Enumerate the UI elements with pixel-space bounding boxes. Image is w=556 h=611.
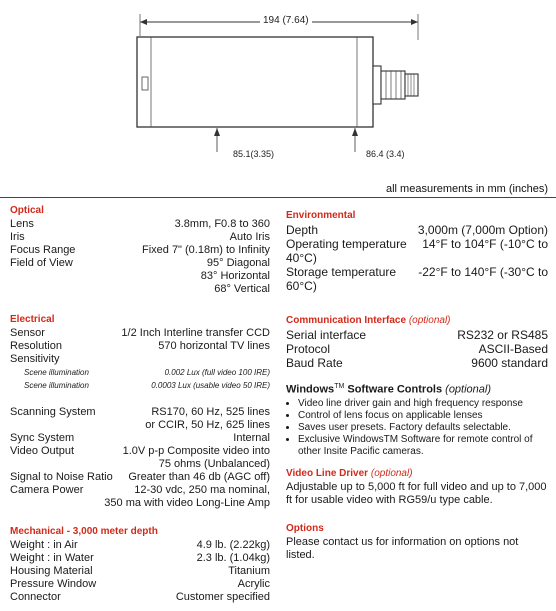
spec-value-continued: or CCIR, 50 Hz, 625 lines: [145, 419, 270, 431]
video-line-driver-text: Adjustable up to 5,000 ft for full video and up to 7,000 ft for usable video with RG59/u type cable.: [286, 480, 547, 506]
spec-row-depth: [286, 223, 548, 237]
spec-label: Storage temperature: [286, 265, 397, 279]
spec-value-continued: 350 ma with video Long-Line Amp: [104, 497, 270, 509]
spec-row-focus: [10, 244, 270, 257]
spec-label: Camera Power: [10, 484, 84, 496]
optional-tag: (optional): [408, 315, 451, 326]
camera-dimension-drawing: [0, 0, 556, 200]
trademark-mark: TM: [334, 383, 345, 390]
spec-value-continued: 40°C): [286, 251, 317, 265]
windows-title-text: Software Controls: [344, 383, 443, 396]
spec-label: Field of View: [10, 257, 73, 269]
spec-label: Video Output: [10, 445, 75, 457]
windows-feature-list: [286, 398, 548, 458]
spec-label: Scene illumination: [24, 368, 89, 377]
spec-value: 2.3 lb. (1.04kg): [196, 552, 270, 564]
spec-label: Serial interface: [286, 328, 367, 342]
spec-row-iris: [10, 231, 270, 244]
spec-label: Resolution: [10, 340, 62, 352]
overall-length-label: 194 (7.64): [260, 15, 312, 26]
spec-label: Weight : in Air: [10, 539, 78, 551]
right-spec-column: [286, 210, 548, 562]
spec-row-snr: [10, 471, 270, 484]
spec-row-scene-1: [10, 366, 270, 379]
spec-row-fov: [10, 257, 270, 270]
spec-row-protocol: [286, 342, 548, 356]
spec-value: 0.0003 Lux (usable video 50 IRE): [151, 381, 270, 390]
spec-value: 570 horizontal TV lines: [158, 340, 270, 352]
spec-row-serial: [286, 328, 548, 342]
options-text: Please contact us for information on options not listed.: [286, 535, 519, 561]
spec-value: -22°F to 140°F (-30°C to: [418, 265, 548, 279]
spec-row-housing: [10, 565, 270, 578]
spec-label: Weight : in Water: [10, 552, 94, 564]
environmental-title: Environmental: [286, 210, 356, 221]
windows-title-text: Windows: [286, 383, 335, 396]
spec-value: RS170, 60 Hz, 525 lines: [151, 406, 270, 418]
dimension-left-label: 85.1(3.35): [233, 149, 275, 159]
comm-interface-title: [286, 315, 548, 327]
spec-value: Internal: [233, 432, 270, 444]
spec-value: 1.0V p-p Composite video into: [122, 445, 270, 457]
optional-tag: (optional): [370, 467, 413, 479]
spec-label: Depth: [286, 223, 319, 237]
dimension-right-label: 86.4 (3.4): [366, 149, 405, 159]
spec-row-scene-2: [10, 379, 270, 392]
spec-value: Greater than 46 db (AGC off): [128, 471, 270, 483]
spec-row-lens: [10, 218, 270, 231]
spec-value: 4.9 lb. (2.22kg): [196, 539, 270, 551]
spec-label: Lens: [10, 218, 34, 230]
spec-value: 0.002 Lux (full video 100 IRE): [164, 368, 270, 377]
left-spec-column: [10, 205, 270, 604]
spec-value: RS232 or RS485: [457, 328, 548, 342]
list-item: • Video line driver gain and high frequency response: [298, 398, 548, 410]
fov-vertical: 68° Vertical: [214, 283, 270, 295]
spec-row-weight-water: [10, 552, 270, 565]
spec-value: Auto Iris: [229, 231, 270, 243]
spec-value-continued: 75 ohms (Unbalanced): [158, 458, 270, 470]
list-item: • Saves user presets. Factory defaults selectable.: [298, 422, 548, 434]
spec-label: Pressure Window: [10, 578, 97, 590]
spec-label: Connector: [10, 591, 61, 603]
spec-row-sensor: [10, 327, 270, 340]
spec-label: Focus Range: [10, 244, 76, 256]
spec-value: Customer specified: [175, 591, 270, 603]
divider-rule: [0, 197, 556, 198]
spec-row-video-output: [10, 445, 270, 458]
spec-value-continued: 60°C): [286, 279, 317, 293]
measurements-note: all measurements in mm (inches): [386, 183, 548, 195]
spec-value: Acrylic: [237, 578, 270, 590]
list-item: • Control of lens focus on applicable lenses: [298, 410, 548, 422]
video-line-title-text: Video Line Driver: [286, 467, 369, 479]
spec-label: Baud Rate: [286, 356, 343, 370]
spec-label: Sensitivity: [10, 353, 60, 365]
spec-row-window: [10, 578, 270, 591]
spec-value: 9600 standard: [471, 356, 548, 370]
spec-value: 12-30 vdc, 250 ma nominal,: [134, 484, 270, 496]
spec-label: Housing Material: [10, 565, 93, 577]
mechanical-title: Mechanical - 3,000 meter depth: [10, 526, 158, 537]
comm-title-text: Communication Interface: [286, 315, 407, 326]
list-item: • Exclusive WindowsTM Software for remote control of other Insite Pacific cameras.: [298, 434, 548, 458]
spec-label: Iris: [10, 231, 25, 243]
windows-software-title: [286, 380, 548, 397]
spec-value: 14°F to 104°F (-10°C to: [422, 237, 548, 251]
electrical-title: Electrical: [10, 314, 55, 325]
spec-row-sync: [10, 432, 270, 445]
spec-label: Sensor: [10, 327, 45, 339]
spec-value: ASCII-Based: [478, 342, 548, 356]
spec-row-storage-temp: [286, 265, 548, 279]
spec-row-resolution: [10, 340, 270, 353]
spec-value: 3.8mm, F0.8 to 360: [174, 218, 270, 230]
spec-row-power: [10, 484, 270, 497]
spec-label: Operating temperature: [286, 237, 407, 251]
spec-row-weight-air: [10, 539, 270, 552]
spec-label: Scanning System: [10, 406, 96, 418]
options-title: Options: [286, 522, 324, 534]
spec-value: 1/2 Inch Interline transfer CCD: [121, 327, 270, 339]
spec-label: Scene illumination: [24, 381, 89, 390]
spec-value: 3,000m (7,000m Option): [417, 223, 548, 237]
spec-row-sensitivity: [10, 353, 270, 366]
optional-tag: (optional): [445, 383, 492, 396]
fov-horizontal: 83° Horizontal: [200, 270, 270, 282]
spec-row-scanning: [10, 406, 270, 419]
spec-label: Sync System: [10, 432, 75, 444]
spec-label: Signal to Noise Ratio: [10, 471, 113, 483]
spec-value: Titanium: [228, 565, 270, 577]
spec-value: Fixed 7" (0.18m) to Infinity: [141, 244, 270, 256]
spec-row-operating-temp: [286, 237, 548, 251]
spec-row-connector: [10, 591, 270, 604]
video-line-driver-title: [286, 468, 548, 480]
spec-value: 95° Diagonal: [206, 257, 270, 269]
spec-label: Protocol: [286, 342, 331, 356]
optical-title: Optical: [10, 205, 44, 216]
spec-row-baud: [286, 356, 548, 370]
